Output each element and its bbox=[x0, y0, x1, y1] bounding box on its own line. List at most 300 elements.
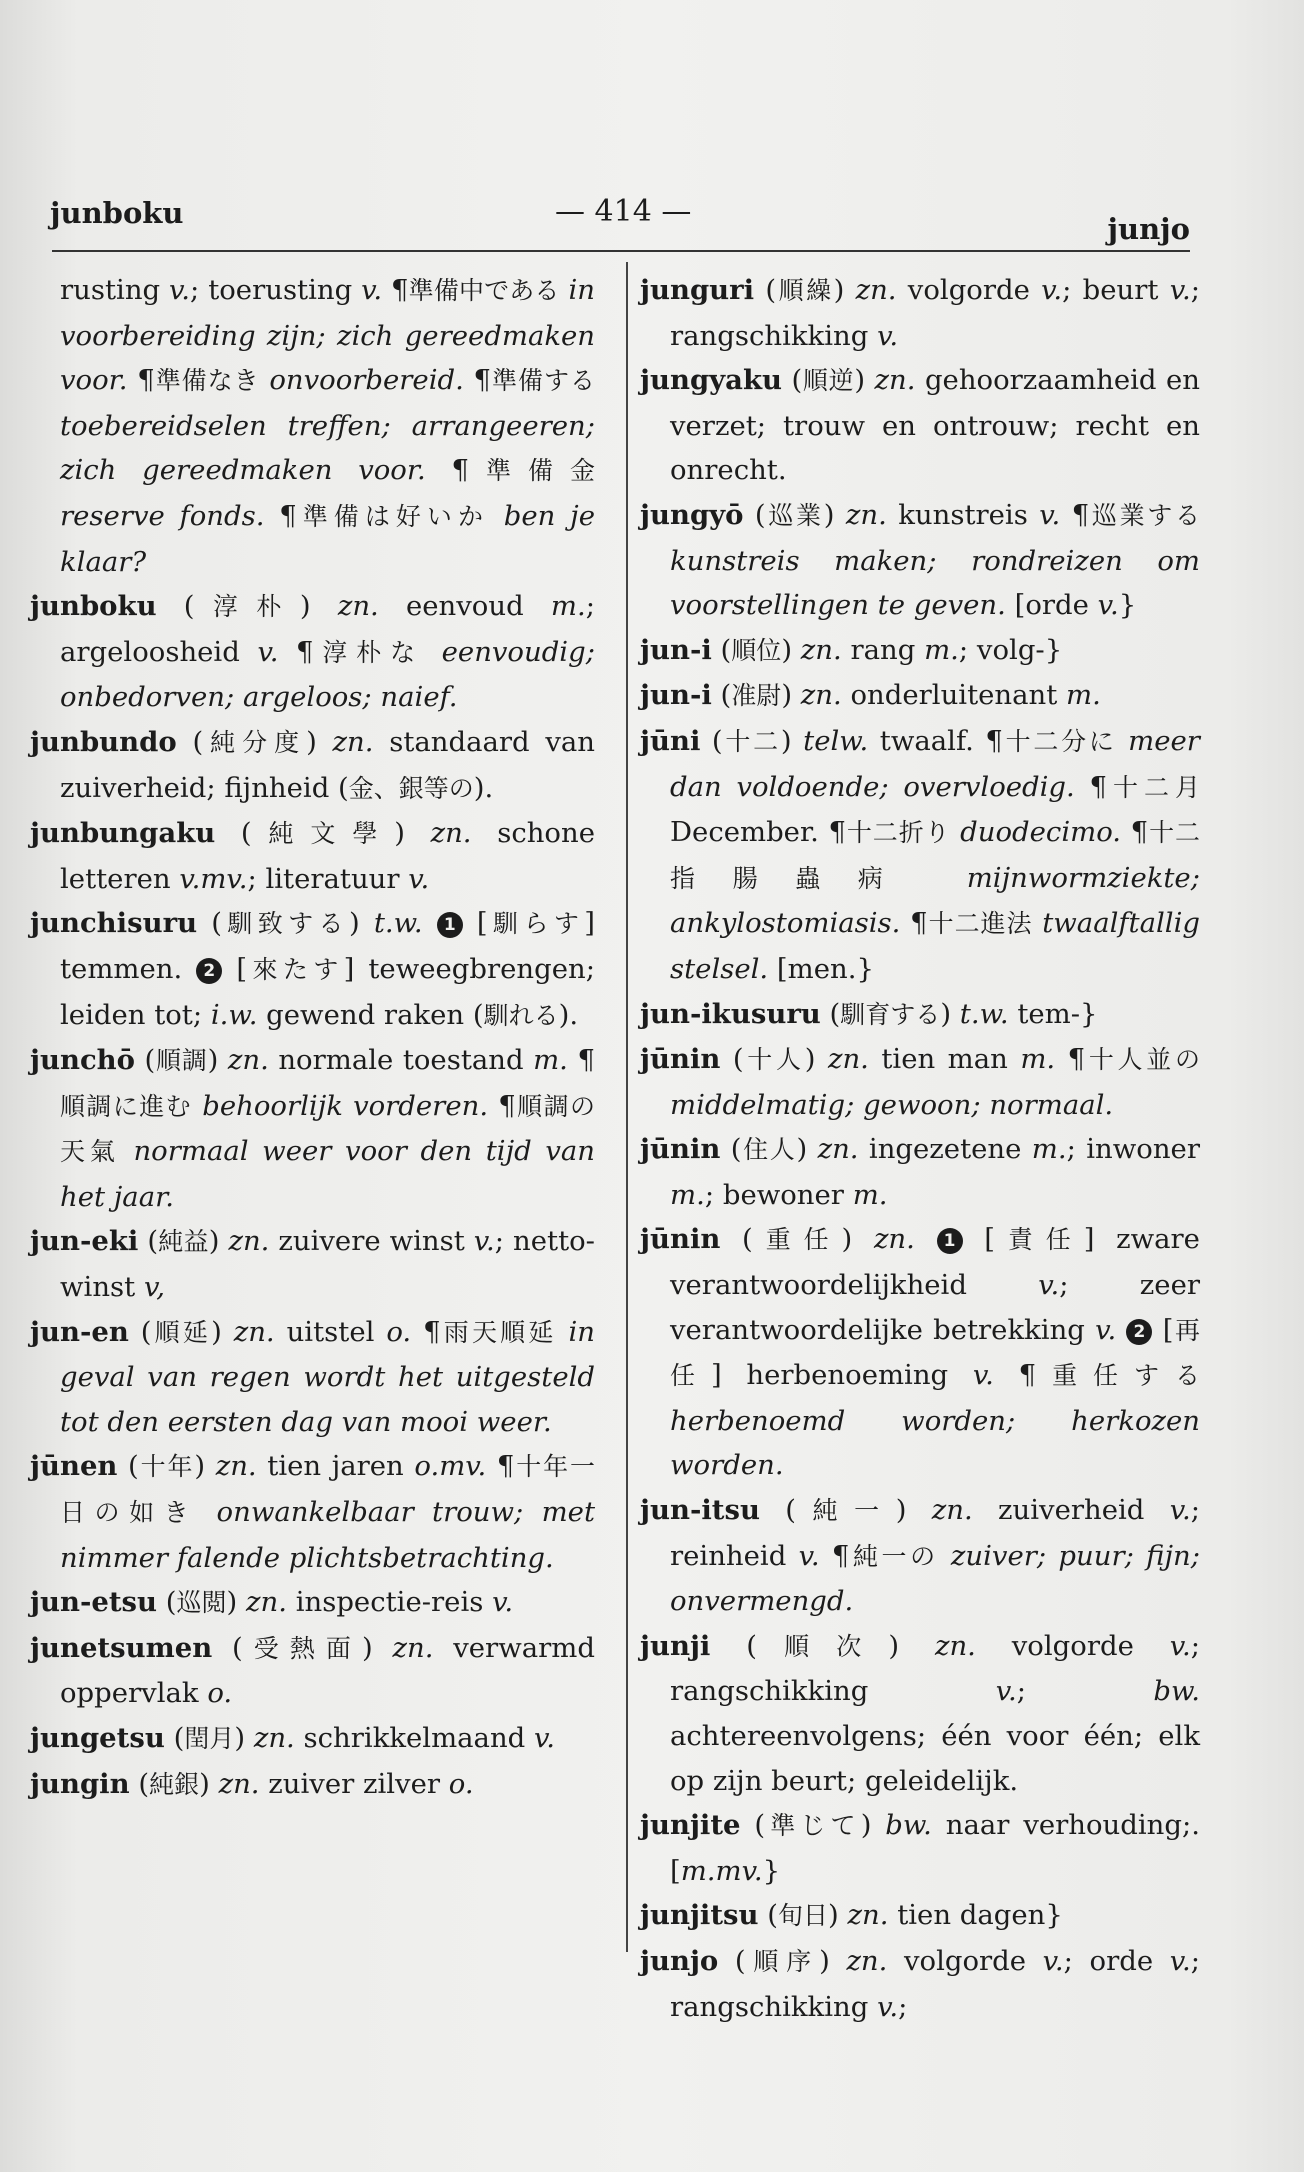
japanese-text: 准尉 bbox=[731, 681, 782, 711]
definition-text: ¶ bbox=[1060, 498, 1090, 531]
definition-text: tien jaren bbox=[256, 1450, 415, 1483]
grammar-label: v. bbox=[361, 274, 383, 306]
japanese-text: 淳朴な bbox=[313, 637, 425, 667]
japanese-text: 順延 bbox=[151, 1317, 212, 1347]
grammar-label: zn. bbox=[218, 1767, 260, 1800]
definition-text: ( bbox=[700, 724, 723, 757]
grammar-label: v. bbox=[257, 635, 279, 668]
dictionary-entry bbox=[640, 1939, 1200, 2029]
definition-text bbox=[557, 1316, 569, 1348]
grammar-label: o. bbox=[448, 1767, 474, 1800]
japanese-text: 順調に進む bbox=[60, 1091, 193, 1121]
example-translation: duodecimo. bbox=[960, 816, 1122, 849]
japanese-text: 準備なき bbox=[154, 366, 260, 396]
definition-text bbox=[920, 862, 966, 894]
headword: jungin bbox=[30, 1767, 130, 1800]
headword: jun-i bbox=[640, 679, 712, 712]
grammar-label: zn. bbox=[847, 1899, 889, 1932]
japanese-text: 金、銀等の bbox=[348, 773, 474, 803]
dictionary-entry bbox=[30, 1716, 595, 1762]
grammar-label: zn. bbox=[332, 725, 374, 758]
grammar-label: zn. bbox=[931, 1494, 973, 1527]
grammar-label: zn. bbox=[817, 1133, 859, 1166]
example-translation: twaalftallig stelsel. bbox=[670, 907, 1200, 985]
grammar-label: m. bbox=[852, 1178, 888, 1211]
sense-number: 2 bbox=[196, 958, 222, 984]
example-translation: herbenoemd worden; herkozen worden. bbox=[670, 1404, 1200, 1482]
japanese-text: 旬日 bbox=[778, 1901, 829, 1931]
grammar-label: bw. bbox=[1153, 1675, 1200, 1708]
japanese-text: 準備する bbox=[491, 366, 595, 396]
definition-text: ) bbox=[208, 1225, 229, 1258]
japanese-text: 閏月 bbox=[184, 1724, 235, 1753]
grammar-label: zn. bbox=[846, 1944, 888, 1977]
headword: junjo bbox=[640, 1944, 719, 1977]
dictionary-entry bbox=[30, 811, 595, 901]
definition-text: standaard van zuiverheid; fijnheid ( bbox=[60, 725, 595, 804]
grammar-label: zn. bbox=[233, 1315, 275, 1348]
definition-text: ; argeloosheid bbox=[60, 590, 595, 668]
japanese-text: 十二進法 bbox=[927, 909, 1033, 939]
column-divider bbox=[626, 262, 628, 1952]
headword: jūnin bbox=[640, 1223, 721, 1256]
definition-text: ( bbox=[711, 633, 732, 666]
definition-text: ¶ bbox=[819, 1539, 850, 1572]
grammar-label: v. bbox=[1169, 1494, 1191, 1527]
dictionary-entry bbox=[640, 268, 1200, 358]
japanese-text: 純益 bbox=[158, 1227, 209, 1257]
japanese-text: 重任 bbox=[752, 1225, 842, 1255]
grammar-label: zn. bbox=[845, 498, 887, 531]
grammar-label: m. bbox=[670, 1178, 705, 1211]
dictionary-entry bbox=[640, 493, 1200, 628]
definition-text: [men.} bbox=[768, 952, 874, 985]
definition-text: ingezetene bbox=[858, 1133, 1032, 1166]
grammar-label: v. bbox=[972, 1359, 994, 1392]
dictionary-entry bbox=[640, 1127, 1200, 1217]
grammar-label: i.w. bbox=[210, 998, 258, 1031]
grammar-label: zn. bbox=[392, 1631, 434, 1664]
japanese-text: 純銀 bbox=[149, 1769, 200, 1799]
definition-text: ) bbox=[804, 1043, 828, 1076]
definition-text: ( bbox=[212, 1631, 243, 1664]
grammar-label: m. bbox=[533, 1044, 568, 1077]
definition-text: zuivere winst bbox=[269, 1225, 474, 1258]
dictionary-entry bbox=[640, 1217, 1200, 1488]
page-header bbox=[50, 188, 1190, 248]
headword: junjitsu bbox=[640, 1899, 759, 1932]
headword: jun-itsu bbox=[640, 1494, 760, 1527]
example-translation: reserve fonds. bbox=[60, 499, 265, 532]
definition-text: tien man bbox=[868, 1043, 1021, 1076]
example-translation: behoorlijk vorderen. bbox=[202, 1089, 489, 1122]
definition-text bbox=[424, 636, 442, 668]
headword: jungyaku bbox=[640, 364, 783, 397]
japanese-text: 十人 bbox=[743, 1045, 805, 1075]
definition-text: ¶ bbox=[1074, 770, 1108, 803]
japanese-text: 順位 bbox=[731, 635, 782, 665]
definition-text: ( bbox=[759, 1494, 797, 1527]
definition-text: ) bbox=[895, 1494, 932, 1527]
japanese-text: 順調の天氣 bbox=[60, 1091, 595, 1167]
definition-text: ¶ bbox=[127, 364, 155, 397]
headword: junchō bbox=[30, 1044, 136, 1077]
dictionary-entry bbox=[30, 268, 595, 584]
definition-text: ( bbox=[754, 274, 777, 306]
japanese-text: 順繰 bbox=[776, 276, 834, 305]
definition-text: ( bbox=[138, 1225, 159, 1258]
definition-text: ) bbox=[361, 1631, 393, 1664]
definition-text: ¶ bbox=[900, 907, 928, 940]
japanese-text: 責任 bbox=[994, 1225, 1084, 1255]
definition-text: ¶ bbox=[1055, 1043, 1086, 1076]
definition-text bbox=[1032, 907, 1042, 939]
definition-text: ( bbox=[782, 364, 803, 397]
definition-text: eenvoud bbox=[378, 590, 551, 623]
headword: jūnin bbox=[640, 1133, 721, 1166]
dictionary-entry bbox=[640, 719, 1200, 992]
japanese-text: 準備中である bbox=[408, 276, 560, 305]
dictionary-entry bbox=[640, 1803, 1200, 1893]
definition-text: uitstel bbox=[274, 1315, 387, 1348]
grammar-label: v. bbox=[408, 862, 430, 895]
definition-text: ) bbox=[833, 274, 856, 306]
example-translation: normaal weer voor den tijd van het jaar. bbox=[60, 1135, 595, 1213]
japanese-text: 住人 bbox=[741, 1135, 797, 1165]
definition-text bbox=[1116, 1314, 1126, 1346]
grammar-label: v. bbox=[1042, 1944, 1064, 1977]
dictionary-entry bbox=[30, 1038, 595, 1219]
grammar-label: zn. bbox=[246, 1586, 287, 1619]
example-translation: zuiver; puur; fijn; onvermengd. bbox=[670, 1539, 1200, 1618]
headword: junbundo bbox=[30, 725, 177, 758]
definition-text: schone letteren bbox=[60, 817, 595, 895]
definition-text: ( bbox=[720, 1223, 753, 1256]
definition-text: verwarmd oppervlak bbox=[60, 1631, 595, 1710]
definition-text bbox=[1117, 725, 1129, 757]
headword: junetsumen bbox=[30, 1631, 213, 1664]
definition-text: ( bbox=[711, 679, 732, 712]
japanese-text: 順次 bbox=[756, 1631, 889, 1661]
definition-text: ) bbox=[348, 907, 374, 940]
right-column bbox=[640, 268, 1200, 2029]
definition-text: ¶ bbox=[382, 274, 409, 306]
dictionary-entry bbox=[30, 901, 595, 1038]
dictionary-entry bbox=[640, 358, 1200, 493]
grammar-label: zn. bbox=[874, 364, 916, 397]
grammar-label: t.w. bbox=[959, 997, 1009, 1030]
definition-text bbox=[951, 816, 961, 848]
headword: jūni bbox=[640, 724, 701, 757]
page-number: — 414 — bbox=[555, 194, 692, 229]
definition-text: ( bbox=[197, 907, 222, 940]
headword: jungetsu bbox=[30, 1722, 165, 1754]
sense-number: 2 bbox=[1126, 1319, 1152, 1345]
definition-text: ) bbox=[796, 1133, 818, 1166]
headword: jun-etsu bbox=[30, 1586, 158, 1619]
japanese-text: 準じて bbox=[765, 1811, 861, 1841]
definition-text: ( bbox=[215, 817, 252, 850]
definition-text: ] teweegbrengen; leiden tot; bbox=[60, 952, 595, 1031]
japanese-text: 十年一日の如き bbox=[60, 1452, 595, 1528]
definition-text: ) bbox=[781, 679, 801, 712]
grammar-label: m. bbox=[1020, 1043, 1056, 1076]
japanese-text: 十二折り bbox=[845, 818, 951, 848]
japanese-text: 順序 bbox=[745, 1946, 820, 1976]
japanese-text: 巡業する bbox=[1089, 500, 1200, 530]
header-rule bbox=[52, 250, 1190, 252]
grammar-label: m.mv. bbox=[680, 1854, 763, 1887]
japanese-text: 馴れる bbox=[483, 1000, 559, 1030]
definition-text: ( bbox=[820, 997, 841, 1030]
dictionary-entry bbox=[30, 584, 595, 720]
grammar-label: m. bbox=[1066, 679, 1101, 712]
headword: jun-eki bbox=[30, 1225, 139, 1258]
grammar-label: v. bbox=[492, 1586, 514, 1619]
definition-text: ) bbox=[781, 633, 801, 666]
dictionary-entry bbox=[30, 1626, 595, 1716]
grammar-label: zn. bbox=[337, 590, 379, 623]
definition-text: volgorde bbox=[887, 1944, 1043, 1977]
grammar-label: zn. bbox=[827, 1043, 869, 1076]
left-column bbox=[30, 268, 595, 1807]
definition-text: ( bbox=[740, 1809, 766, 1842]
definition-text: gewend raken ( bbox=[257, 998, 484, 1031]
headword: jun-i bbox=[640, 633, 712, 666]
dictionary-entry bbox=[30, 1762, 595, 1808]
definition-text: ( bbox=[128, 1315, 152, 1348]
definition-text: ). bbox=[558, 998, 579, 1031]
definition-text: ) bbox=[823, 498, 846, 531]
definition-text: ; reinheid bbox=[670, 1494, 1200, 1572]
dictionary-entry bbox=[30, 1580, 595, 1626]
definition-text: ( bbox=[135, 1044, 156, 1077]
definition-text: ( bbox=[710, 1629, 757, 1662]
definition-text: gehoorzaamheid en verzet; trouw en ontrouw; recht en onrecht. bbox=[670, 364, 1200, 487]
definition-text: ] temmen. bbox=[60, 907, 595, 985]
grammar-label: o. bbox=[386, 1315, 412, 1348]
definition-text: ¶ bbox=[993, 1359, 1037, 1392]
example-translation: toebereidselen treffen; arrangeeren; zich gereedmaken voor. bbox=[60, 409, 595, 487]
definition-text: ) bbox=[299, 590, 338, 623]
definition-text: ( bbox=[720, 1043, 744, 1076]
headword: jungyō bbox=[640, 498, 744, 531]
grammar-label: zn. bbox=[227, 1044, 269, 1077]
definition-text: ¶ bbox=[278, 635, 314, 668]
definition-text: ; bbox=[898, 1990, 908, 2023]
definition-text: ) bbox=[888, 1629, 935, 1662]
definition-text bbox=[192, 1090, 202, 1122]
definition-text: ¶ bbox=[425, 454, 469, 487]
definition-text: ¶ bbox=[486, 1450, 515, 1483]
definition-text: ¶ bbox=[411, 1315, 441, 1348]
grammar-label: v. bbox=[1039, 498, 1061, 531]
definition-text bbox=[423, 907, 437, 939]
definition-text: [ bbox=[1152, 1313, 1174, 1346]
headword: jun-ikusuru bbox=[640, 997, 821, 1030]
grammar-label: v. bbox=[1169, 274, 1191, 306]
dictionary-entry bbox=[640, 673, 1200, 719]
definition-text: ) bbox=[854, 364, 875, 397]
japanese-text: 純分度 bbox=[203, 727, 307, 757]
dictionary-entry bbox=[30, 1444, 595, 1580]
grammar-label: v. bbox=[798, 1539, 820, 1572]
grammar-label: zn. bbox=[934, 1629, 976, 1662]
definition-text: ( bbox=[720, 1133, 742, 1166]
definition-text: naar verhouding;. [ bbox=[670, 1809, 1200, 1887]
definition-text bbox=[198, 1496, 216, 1528]
definition-text: ( bbox=[743, 498, 766, 531]
example-translation: eenvoudig; onbedorven; argeloos; naief. bbox=[60, 635, 595, 714]
grammar-label: bw. bbox=[885, 1809, 932, 1842]
definition-text: ( bbox=[718, 1944, 746, 1977]
example-translation: ben je klaar? bbox=[60, 499, 595, 578]
definition-text: ( bbox=[758, 1899, 778, 1932]
japanese-text: 十年 bbox=[138, 1452, 195, 1482]
japanese-text: 準備は好いか bbox=[296, 501, 490, 531]
definition-text: tem-} bbox=[1008, 997, 1098, 1030]
definition-text: ) bbox=[860, 1809, 886, 1842]
example-translation: meer dan voldoende; overvloedig. bbox=[670, 724, 1200, 803]
grammar-label: zn. bbox=[228, 1225, 270, 1258]
grammar-label: zn. bbox=[800, 633, 842, 666]
japanese-text: 來たす bbox=[247, 954, 344, 984]
sense-number: 1 bbox=[437, 912, 463, 938]
definition-text: normale toestand bbox=[268, 1044, 534, 1077]
japanese-text: 馴育する bbox=[840, 999, 941, 1029]
definition-text: December. ¶ bbox=[670, 816, 846, 849]
definition-text: ; bbox=[1016, 1675, 1154, 1708]
grammar-label: zn. bbox=[855, 274, 897, 306]
definition-text: inspectie-reis bbox=[286, 1586, 493, 1619]
headword: junjite bbox=[640, 1809, 741, 1842]
grammar-label: v. bbox=[534, 1722, 556, 1754]
definition-text: ) bbox=[306, 725, 333, 758]
definition-text: ). bbox=[473, 771, 494, 804]
definition-text: ; inwoner bbox=[1066, 1133, 1200, 1166]
definition-text: ; rangschikking bbox=[670, 1944, 1200, 2023]
definition-text: rang bbox=[841, 633, 925, 666]
definition-text: ) bbox=[828, 1899, 848, 1932]
grammar-label: v. bbox=[1097, 589, 1119, 622]
grammar-label: telw. bbox=[803, 724, 869, 757]
definition-text: volgorde bbox=[975, 1629, 1170, 1662]
definition-text bbox=[939, 1540, 951, 1572]
definition-text: rusting bbox=[60, 274, 170, 306]
definition-text: schrikkelmaand bbox=[294, 1722, 535, 1754]
definition-text: ; literatuur bbox=[247, 862, 409, 895]
headword: junbungaku bbox=[30, 817, 216, 850]
japanese-text: 馴らす bbox=[487, 909, 585, 939]
grammar-label: o.mv. bbox=[414, 1450, 487, 1483]
definition-text bbox=[120, 1135, 134, 1167]
definition-text: [ bbox=[462, 907, 488, 940]
definition-text: tien dagen} bbox=[888, 1899, 1063, 1932]
definition-text: ) bbox=[234, 1722, 254, 1754]
definition-text: ; toerusting bbox=[190, 274, 362, 306]
japanese-text: 十二 bbox=[722, 726, 781, 756]
dictionary-entry bbox=[640, 992, 1200, 1038]
definition-text: ) bbox=[199, 1767, 219, 1800]
example-translation: mijnwormziekte; ankylostomiasis. bbox=[670, 861, 1200, 940]
japanese-text: 十二分に bbox=[1002, 726, 1117, 756]
grammar-label: v. bbox=[877, 319, 899, 352]
definition-text: ( bbox=[157, 1586, 177, 1619]
definition-text: ; bewoner bbox=[704, 1178, 853, 1211]
grammar-label: v. bbox=[995, 1675, 1017, 1708]
dictionary-entry bbox=[640, 1624, 1200, 1803]
grammar-label: v.mv. bbox=[179, 862, 248, 895]
definition-text: ( bbox=[176, 725, 204, 758]
definition-text: } bbox=[1118, 589, 1137, 622]
dictionary-entry bbox=[640, 1488, 1200, 1624]
japanese-text: 再任 bbox=[670, 1315, 1200, 1391]
definition-text: ) bbox=[207, 1044, 228, 1077]
headword: junchisuru bbox=[30, 907, 198, 940]
definition-text: ) bbox=[226, 1586, 247, 1619]
definition-text: achtereenvolgens; één voor één; elk op zijn beurt; geleidelijk. bbox=[670, 1720, 1200, 1797]
definition-text: ( bbox=[156, 590, 195, 623]
definition-text: ¶ bbox=[1121, 816, 1149, 849]
sense-number: 1 bbox=[937, 1228, 963, 1254]
definition-text: ] zware verantwoordelijkheid bbox=[670, 1223, 1200, 1302]
grammar-label: v. bbox=[1169, 1629, 1191, 1662]
definition-text: ) bbox=[940, 997, 960, 1030]
japanese-text: 準備金 bbox=[468, 456, 595, 486]
grammar-label: v. bbox=[1041, 274, 1063, 306]
right-guide-word: junjo bbox=[1107, 212, 1190, 246]
japanese-text: 十人並の bbox=[1085, 1045, 1200, 1075]
dictionary-entry bbox=[30, 1310, 595, 1445]
grammar-label: v. bbox=[473, 1225, 495, 1258]
definition-text: ) bbox=[394, 817, 431, 850]
definition-text: [ bbox=[222, 952, 248, 985]
example-translation: onwankelbaar trouw; met nimmer falende plichtsbetrachting. bbox=[60, 1496, 595, 1574]
left-guide-word: junboku bbox=[50, 196, 184, 230]
definition-text: kunstreis bbox=[886, 498, 1040, 531]
headword: jūnen bbox=[30, 1450, 118, 1483]
definition-text: ) bbox=[780, 724, 804, 757]
definition-text: ¶ bbox=[264, 499, 297, 532]
grammar-label: v. bbox=[1095, 1313, 1117, 1346]
definition-text: ¶ bbox=[463, 364, 492, 397]
definition-text: ( bbox=[117, 1450, 139, 1483]
definition-text: } bbox=[762, 1854, 781, 1887]
definition-text: ; volg-} bbox=[958, 633, 1063, 666]
definition-text: ; rangschikking bbox=[670, 274, 1200, 352]
dictionary-entry bbox=[30, 1219, 595, 1309]
grammar-label: o. bbox=[207, 1677, 233, 1710]
example-translation: in voorbereiding zijn; zich gereedmaken voor. bbox=[60, 274, 595, 397]
example-translation: middelmatig; gewoon; normaal. bbox=[670, 1088, 1114, 1121]
japanese-text: 馴致する bbox=[221, 909, 349, 939]
example-translation: onvoorbereid. bbox=[269, 364, 464, 397]
grammar-label: m. bbox=[1031, 1133, 1067, 1166]
grammar-label: zn. bbox=[800, 679, 842, 712]
japanese-text: 十二月 bbox=[1107, 772, 1200, 802]
grammar-label: m. bbox=[924, 633, 959, 666]
definition-text: ] herbenoeming bbox=[710, 1359, 973, 1392]
definition-text: [orde bbox=[1005, 589, 1098, 622]
dictionary-entry bbox=[640, 1037, 1200, 1127]
definition-text: ; rangschikking bbox=[670, 1629, 1200, 1708]
grammar-label: zn. bbox=[873, 1223, 915, 1256]
headword: junji bbox=[640, 1629, 711, 1662]
grammar-label: m. bbox=[550, 590, 586, 623]
headword: jun-en bbox=[30, 1315, 129, 1348]
definition-text: ( bbox=[129, 1767, 150, 1800]
definition-text: ) bbox=[211, 1315, 234, 1348]
